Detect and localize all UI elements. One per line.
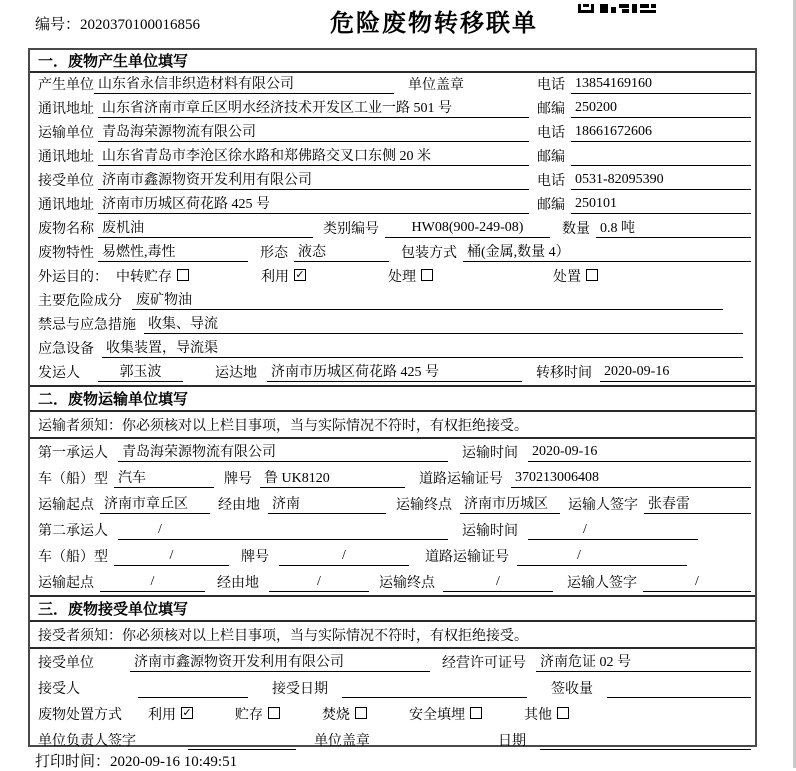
end2-label: 运输终点 [379, 576, 435, 591]
plate2-label: 牌号 [241, 550, 269, 565]
disposal-checkbox-burn[interactable] [355, 707, 367, 719]
purpose-checkbox-transfer[interactable] [177, 269, 189, 281]
manifest-form [28, 48, 757, 747]
disposal-option-landfill-label: 安全填埋 [409, 708, 465, 723]
sender-label: 发运人 [38, 366, 80, 381]
purpose-option-transfer-label: 中转贮存 [116, 270, 172, 285]
vehicle2-label: 车（船）型 [38, 550, 108, 565]
qr-code-fragment [578, 0, 656, 9]
purpose-option-dispose-label: 处置 [553, 270, 581, 285]
address-value-2: 山东省青岛市李沧区徐水路和郑佛路交叉口东侧 20 米 [98, 145, 529, 166]
disposal-checkbox-landfill[interactable] [470, 707, 482, 719]
road-license2-value: / [517, 548, 687, 566]
phone-label-3: 电话 [537, 174, 565, 189]
row-disposal-method [30, 701, 755, 727]
via2-label: 经由地 [217, 576, 259, 591]
receive-unit-value: 济南市鑫源物资开发利用有限公司 [130, 651, 430, 672]
row-transporter [30, 121, 755, 145]
receive-date2-value [540, 732, 751, 750]
section-receive [30, 595, 755, 753]
row-route-2 [30, 569, 755, 595]
disposal-option-other [524, 704, 569, 724]
transfer-date-label: 转移时间 [536, 366, 592, 381]
producer-value: 山东省永信非织造材料有限公司 [94, 73, 394, 94]
purpose-option-treat [388, 266, 433, 286]
emergency-measures-value: 收集、导流 [144, 313, 743, 334]
start2-label: 运输起点 [38, 576, 94, 591]
plate1-value: 鲁 UK8120 [260, 467, 405, 488]
received-amount-value [607, 680, 751, 698]
document-number-label: 编号： [35, 17, 81, 33]
destination-value: 济南市历城区荷花路 425 号 [267, 361, 522, 382]
end1-label: 运输终点 [396, 498, 452, 513]
destination-label: 运达地 [215, 366, 257, 381]
address-label-1: 通讯地址 [38, 102, 94, 117]
row-emergency-measures [30, 313, 755, 337]
disposal-option-landfill [409, 704, 482, 724]
receive-unit-label: 接受单位 [38, 656, 94, 671]
address-value-1: 山东省济南市章丘区明水经济技术开发区工业一路 501 号 [98, 97, 529, 118]
purpose-option-use [261, 266, 306, 286]
row-transporter-address [30, 145, 755, 169]
row-hazard-component [30, 289, 755, 313]
row-vehicle-2 [30, 543, 755, 569]
waste-character-value: 易燃性,毒性 [98, 241, 248, 262]
emergency-measures-label: 禁忌与应急措施 [38, 318, 136, 333]
document-number [35, 13, 200, 34]
plate2-value: / [279, 548, 409, 566]
category-code-label: 类别编号 [323, 222, 379, 237]
zip-label-3: 邮编 [537, 198, 565, 213]
disposal-option-other-label: 其他 [524, 708, 552, 723]
purpose-checkbox-dispose[interactable] [586, 269, 598, 281]
carrier2-value: / [118, 522, 448, 540]
row-vehicle-1 [30, 465, 755, 491]
zip-value-1: 250200 [571, 100, 751, 118]
quantity-label: 数量 [562, 222, 590, 237]
transport-time1-value: 2020-09-16 [528, 444, 751, 462]
sender-value: 郭玉波 [98, 361, 183, 382]
row-producer-address [30, 97, 755, 121]
row-receive-unit [30, 649, 755, 675]
address-value-3: 济南市历城区荷花路 425 号 [98, 193, 529, 214]
disposal-option-store [235, 704, 280, 724]
transporter-value: 青岛海荣源物流有限公司 [98, 121, 529, 142]
section-receive-header: 三．废物接受单位填写 [30, 595, 755, 622]
receiver-label: 接受单位 [38, 174, 94, 189]
permit-label: 经营许可证号 [442, 656, 526, 671]
document-number-value: 2020370100016856 [80, 17, 201, 33]
plate1-label: 牌号 [224, 472, 252, 487]
phone-value-3: 0531-82095390 [571, 172, 751, 190]
packing-label: 包装方式 [401, 246, 457, 261]
start2-value: / [100, 574, 205, 592]
zip-label-1: 邮编 [537, 102, 565, 117]
via1-label: 经由地 [218, 498, 260, 513]
packing-value: 桶(金属,数量 4） [463, 241, 751, 262]
receiver-value: 济南市鑫源物资开发利用有限公司 [98, 169, 529, 190]
address-label-2: 通讯地址 [38, 150, 94, 165]
via1-value: 济南 [268, 493, 386, 514]
transport-notice: 运输者须知：你必须核对以上栏目事项，当与实际情况不符时，有权拒绝接受。 [30, 412, 755, 439]
transport-time1-label: 运输时间 [462, 446, 518, 461]
start1-value: 济南市章丘区 [100, 493, 210, 514]
start1-label: 运输起点 [38, 498, 94, 513]
row-waste-name [30, 217, 755, 241]
zip-value-2 [571, 148, 751, 166]
quantity-value: 0.8 吨 [596, 217, 751, 238]
phone-value-1: 13854169160 [571, 76, 751, 94]
vehicle2-value: / [114, 548, 229, 566]
purpose-checkbox-treat[interactable] [421, 269, 433, 281]
form-label: 形态 [260, 246, 288, 261]
transporter-label: 运输单位 [38, 126, 94, 141]
phone-label-2: 电话 [537, 126, 565, 141]
zip-label-2: 邮编 [537, 150, 565, 165]
row-receiver-address [30, 193, 755, 217]
transport-time2-value: / [528, 522, 698, 540]
vehicle1-value: 汽车 [114, 467, 214, 488]
producer-label: 产生单位 [38, 78, 94, 93]
phone-label-1: 电话 [537, 78, 565, 93]
page-title: 危险废物转移联单 [330, 11, 538, 37]
form-value: 液态 [294, 241, 389, 262]
purpose-checkbox-use[interactable]: ✓ [295, 268, 305, 281]
purpose-label: 外运目的： [38, 270, 108, 285]
purpose-option-use-label: 利用 [261, 270, 289, 285]
carrier1-value: 青岛海荣源物流有限公司 [118, 441, 448, 462]
zip-value-3: 250101 [571, 196, 751, 214]
road-license2-label: 道路运输证号 [425, 550, 509, 565]
waste-character-label: 废物特性 [38, 246, 94, 261]
receive-date-label: 接受日期 [272, 682, 328, 697]
row-route-1 [30, 491, 755, 517]
phone-value-2: 18661672606 [571, 124, 751, 142]
disposal-checkbox-store[interactable] [268, 707, 280, 719]
hazard-component-value: 废矿物油 [132, 289, 723, 310]
row-transport-purpose [30, 265, 755, 289]
sign1-value: 张春雷 [644, 493, 751, 514]
vehicle1-label: 车（船）型 [38, 472, 108, 487]
hazard-component-label: 主要危险成分 [38, 294, 122, 309]
disposal-option-burn [322, 704, 367, 724]
sign1-label: 运输人签字 [568, 498, 638, 513]
row-receive-person [30, 675, 755, 701]
sign2-value: / [643, 574, 751, 592]
address-label-3: 通讯地址 [38, 198, 94, 213]
disposal-checkbox-use[interactable]: ✓ [182, 706, 192, 719]
disposal-checkbox-other[interactable] [557, 707, 569, 719]
row-carrier-2 [30, 517, 755, 543]
section-producer [30, 50, 755, 385]
emergency-equipment-label: 应急设备 [38, 342, 94, 357]
carrier2-label: 第二承运人 [38, 524, 108, 539]
road-license1-label: 道路运输证号 [419, 472, 503, 487]
responsible-sign-label: 单位负责人签字 [38, 734, 136, 749]
section-transport-header: 二．废物运输单位填写 [30, 385, 755, 412]
row-emergency-equipment [30, 337, 755, 361]
disposal-option-use [148, 704, 193, 724]
transport-time2-label: 运输时间 [462, 524, 518, 539]
category-code-value: HW08(900-249-08) [385, 220, 550, 238]
end2-value: / [443, 574, 553, 592]
receive-date2-label: 日期 [498, 734, 526, 749]
disposal-method-label: 废物处置方式 [38, 708, 122, 723]
print-time-label: 打印时间： [35, 754, 111, 770]
disposal-option-use-label: 利用 [148, 708, 176, 723]
received-amount-label: 签收量 [551, 682, 593, 697]
carrier1-label: 第一承运人 [38, 446, 108, 461]
purpose-option-dispose [553, 266, 598, 286]
waste-name-label: 废物名称 [38, 222, 94, 237]
emergency-equipment-value: 收集装置，导流渠 [102, 337, 743, 358]
receive-person-value [138, 680, 248, 698]
print-time-value: 2020-09-16 10:49:51 [110, 754, 238, 770]
sign2-label: 运输人签字 [567, 576, 637, 591]
permit-value: 济南危证 02 号 [536, 651, 751, 672]
receive-date-value [342, 680, 527, 698]
via2-value: / [269, 574, 369, 592]
row-receiver [30, 169, 755, 193]
disposal-option-burn-label: 焚烧 [322, 708, 350, 723]
unit-seal-label: 单位盖章 [408, 78, 464, 93]
row-carrier-1 [30, 439, 755, 465]
responsible-sign-value [188, 732, 296, 750]
section-transport [30, 385, 755, 595]
waste-name-value: 废机油 [98, 217, 313, 238]
disposal-option-store-label: 贮存 [235, 708, 263, 723]
row-sender [30, 361, 755, 385]
transfer-date-value: 2020-09-16 [600, 364, 751, 382]
purpose-option-transfer [116, 266, 189, 286]
section-producer-header: 一．废物产生单位填写 [30, 50, 755, 73]
receive-seal-label: 单位盖章 [314, 734, 370, 749]
road-license1-value: 370213006408 [511, 470, 751, 488]
receive-person-label: 接受人 [38, 682, 80, 697]
end1-value: 济南市历城区 [460, 493, 560, 514]
receive-notice: 接受者须知：你必须核对以上栏目事项，当与实际情况不符时，有权拒绝接受。 [30, 622, 755, 649]
row-waste-character [30, 241, 755, 265]
purpose-option-treat-label: 处理 [388, 270, 416, 285]
row-producer [30, 73, 755, 97]
